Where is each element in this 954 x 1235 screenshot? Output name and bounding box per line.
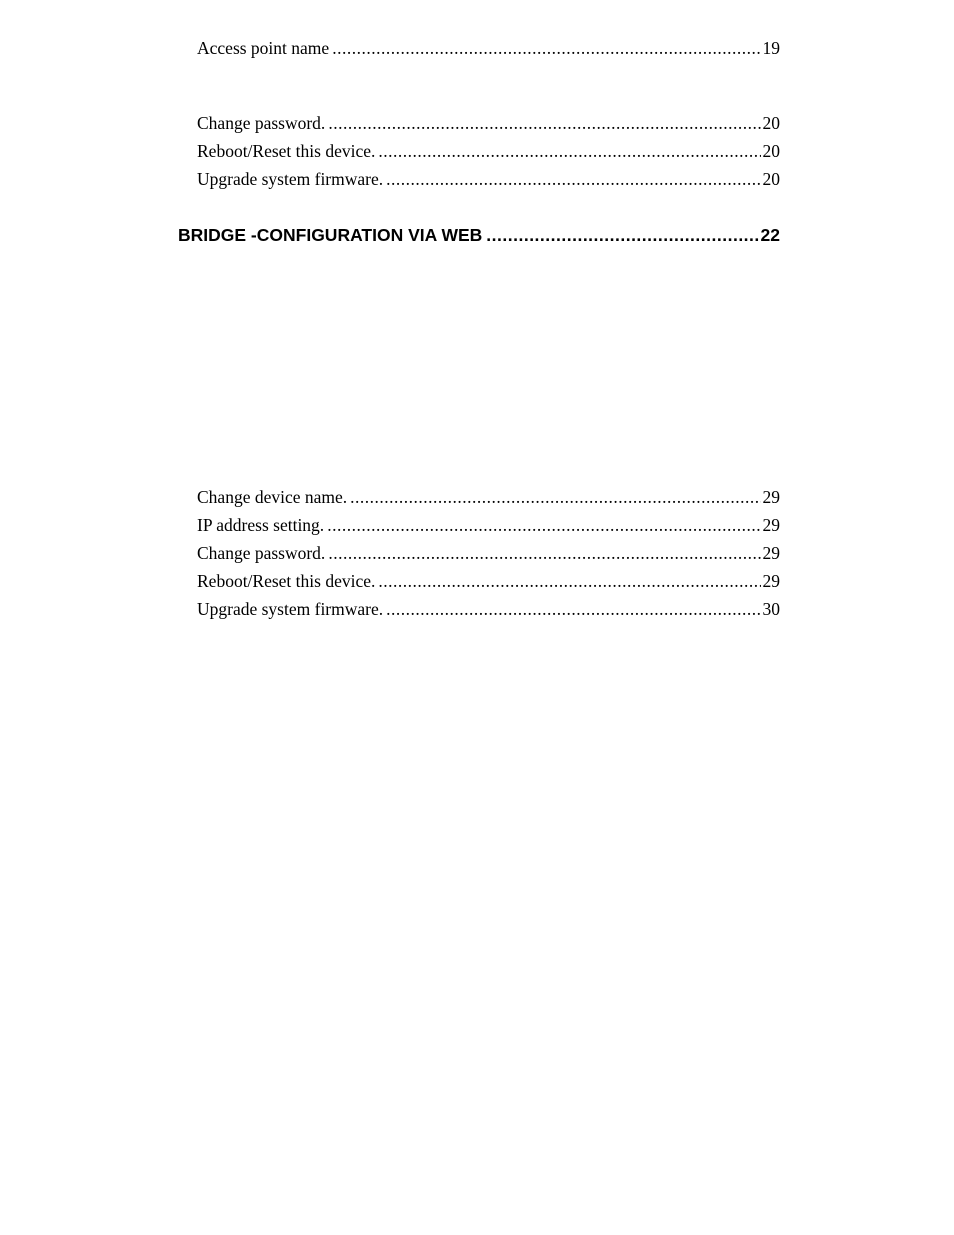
toc-dot-leader — [332, 38, 760, 58]
toc-dot-leader — [328, 113, 760, 133]
toc-entry-change-password[interactable] — [197, 543, 780, 563]
toc-entry-access-point-name[interactable] — [197, 38, 780, 58]
toc-entry-ip-address-setting[interactable] — [197, 515, 780, 535]
toc-entry-title: Change device name. — [197, 487, 348, 507]
toc-page-number: 30 — [762, 599, 780, 619]
toc-entry-title: Access point name — [197, 38, 330, 58]
toc-page-number: 20 — [762, 169, 780, 189]
toc-dot-leader — [386, 599, 760, 619]
toc-page-number: 29 — [762, 571, 780, 591]
toc-dot-leader — [378, 141, 760, 161]
toc-section-bridge-configuration[interactable] — [178, 225, 780, 245]
toc-page-number: 22 — [760, 225, 780, 245]
toc-entry-title: Reboot/Reset this device. — [197, 571, 376, 591]
toc-section-title: BRIDGE -CONFIGURATION VIA WEB — [178, 225, 483, 245]
toc-entry-reboot-reset[interactable] — [197, 571, 780, 591]
toc-page-number: 29 — [762, 487, 780, 507]
toc-dot-leader — [486, 225, 758, 245]
toc-entry-reboot-reset[interactable] — [197, 141, 780, 161]
toc-entry-upgrade-firmware[interactable] — [197, 169, 780, 189]
toc-page-number: 20 — [762, 141, 780, 161]
toc-entry-title: Change password. — [197, 113, 326, 133]
toc-entry-title: IP address setting. — [197, 515, 325, 535]
toc-entry-title: Change password. — [197, 543, 326, 563]
toc-entry-upgrade-firmware[interactable] — [197, 599, 780, 619]
toc-page-number: 29 — [762, 543, 780, 563]
toc-dot-leader — [378, 571, 760, 591]
toc-entry-title: Upgrade system firmware. — [197, 599, 384, 619]
toc-entry-title: Upgrade system firmware. — [197, 169, 384, 189]
toc-entry-title: Reboot/Reset this device. — [197, 141, 376, 161]
toc-entry-change-password[interactable] — [197, 113, 780, 133]
toc-dot-leader — [386, 169, 760, 189]
toc-dot-leader — [327, 515, 760, 535]
toc-dot-leader — [328, 543, 760, 563]
toc-page-number: 29 — [762, 515, 780, 535]
toc-dot-leader — [350, 487, 760, 507]
toc-page-number: 19 — [762, 38, 780, 58]
toc-page-number: 20 — [762, 113, 780, 133]
toc-entry-change-device-name[interactable] — [197, 487, 780, 507]
